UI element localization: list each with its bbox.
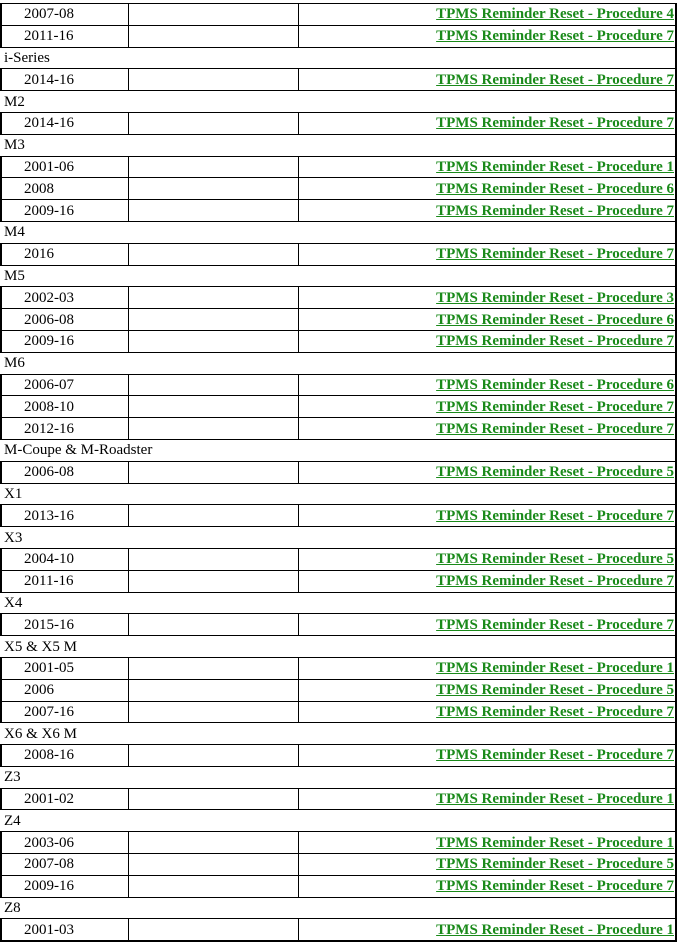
model-header-row [1,766,676,788]
procedure-link[interactable]: TPMS Reminder Reset - Procedure 7 [436,246,674,263]
procedure-cell [298,614,676,636]
procedure-link[interactable]: TPMS Reminder Reset - Procedure 7 [436,420,674,437]
empty-cell [128,701,298,723]
empty-cell [128,832,298,854]
table-row [1,200,676,222]
procedure-cell [298,505,676,527]
empty-cell [128,461,298,483]
procedure-link[interactable]: TPMS Reminder Reset - Procedure 5 [436,856,674,873]
model-header-row [1,527,676,549]
table-row [1,745,676,767]
model-header-row [1,221,676,243]
empty-cell [128,396,298,418]
table-row [1,919,676,941]
table-row [1,832,676,854]
procedure-link[interactable]: TPMS Reminder Reset - Procedure 7 [436,616,674,633]
empty-cell [128,200,298,222]
empty-cell [128,287,298,309]
year-range: 2006-08 [1,309,128,331]
procedure-cell [298,287,676,309]
year-range: 2015-16 [1,614,128,636]
table-row [1,701,676,723]
procedure-link[interactable]: TPMS Reminder Reset - Procedure 1 [436,660,674,677]
procedure-cell [298,396,676,418]
empty-cell [128,69,298,91]
year-range: 2008-16 [1,745,128,767]
procedure-cell [298,330,676,352]
model-header-row [1,91,676,113]
year-range: 2001-02 [1,788,128,810]
model-header-row [1,47,676,69]
empty-cell [128,788,298,810]
table-row [1,156,676,178]
table-row [1,112,676,134]
procedure-link[interactable]: TPMS Reminder Reset - Procedure 7 [436,71,674,88]
year-range: 2001-06 [1,156,128,178]
year-range: 2006-07 [1,374,128,396]
table-row [1,4,676,26]
model-header-row [1,134,676,156]
empty-cell [128,548,298,570]
model-name: M6 [1,352,676,374]
procedure-link[interactable]: TPMS Reminder Reset - Procedure 1 [436,834,674,851]
empty-cell [128,657,298,679]
procedure-link[interactable]: TPMS Reminder Reset - Procedure 7 [436,398,674,415]
procedure-cell [298,69,676,91]
procedure-link[interactable]: TPMS Reminder Reset - Procedure 4 [436,6,674,23]
model-name: X1 [1,483,676,505]
model-name: Z8 [1,897,676,919]
year-range: 2007-16 [1,701,128,723]
empty-cell [128,4,298,26]
procedure-cell [298,788,676,810]
year-range: 2006-08 [1,461,128,483]
year-range: 2008-10 [1,396,128,418]
procedure-link[interactable]: TPMS Reminder Reset - Procedure 7 [436,333,674,350]
model-header-row [1,483,676,505]
table-row [1,418,676,440]
procedure-link[interactable]: TPMS Reminder Reset - Procedure 7 [436,878,674,895]
procedure-link[interactable]: TPMS Reminder Reset - Procedure 6 [436,311,674,328]
model-name: M2 [1,91,676,113]
empty-cell [128,418,298,440]
procedure-cell [298,112,676,134]
empty-cell [128,112,298,134]
procedure-link[interactable]: TPMS Reminder Reset - Procedure 7 [436,747,674,764]
model-name: X4 [1,592,676,614]
model-header-row [1,439,676,461]
table-row [1,25,676,47]
table-row [1,396,676,418]
procedure-cell [298,548,676,570]
tpms-procedure-table [0,3,677,942]
table-row [1,854,676,876]
procedure-link[interactable]: TPMS Reminder Reset - Procedure 7 [436,202,674,219]
procedure-cell [298,243,676,265]
procedure-link[interactable]: TPMS Reminder Reset - Procedure 7 [436,573,674,590]
tpms-table-body [1,4,676,942]
empty-cell [128,614,298,636]
procedure-link[interactable]: TPMS Reminder Reset - Procedure 1 [436,921,674,938]
year-range: 2011-16 [1,25,128,47]
model-name: X6 & X6 M [1,723,676,745]
procedure-link[interactable]: TPMS Reminder Reset - Procedure 3 [436,289,674,306]
model-name: X3 [1,527,676,549]
year-range: 2014-16 [1,112,128,134]
model-name: M5 [1,265,676,287]
year-range: 2013-16 [1,505,128,527]
procedure-cell [298,657,676,679]
model-name: M4 [1,221,676,243]
empty-cell [128,309,298,331]
year-range: 2001-03 [1,919,128,941]
year-range: 2007-08 [1,854,128,876]
model-header-row [1,352,676,374]
procedure-cell [298,309,676,331]
procedure-cell [298,745,676,767]
model-name: Z4 [1,810,676,832]
model-header-row [1,265,676,287]
model-name: M-Coupe & M-Roadster [1,439,676,461]
empty-cell [128,570,298,592]
procedure-link[interactable]: TPMS Reminder Reset - Procedure 1 [436,791,674,808]
procedure-link[interactable]: TPMS Reminder Reset - Procedure 7 [436,507,674,524]
procedure-link[interactable]: TPMS Reminder Reset - Procedure 7 [436,28,674,45]
procedure-cell [298,418,676,440]
table-row [1,505,676,527]
table-row [1,243,676,265]
procedure-cell [298,178,676,200]
procedure-cell [298,570,676,592]
year-range: 2011-16 [1,570,128,592]
year-range: 2004-10 [1,548,128,570]
empty-cell [128,156,298,178]
procedure-cell [298,156,676,178]
empty-cell [128,679,298,701]
year-range: 2014-16 [1,69,128,91]
empty-cell [128,243,298,265]
model-header-row [1,897,676,919]
empty-cell [128,178,298,200]
empty-cell [128,330,298,352]
empty-cell [128,374,298,396]
model-name: X5 & X5 M [1,636,676,658]
table-row [1,679,676,701]
table-row [1,178,676,200]
year-range: 2008 [1,178,128,200]
empty-cell [128,875,298,897]
year-range: 2002-03 [1,287,128,309]
procedure-cell [298,200,676,222]
model-header-row [1,636,676,658]
procedure-cell [298,854,676,876]
procedure-cell [298,679,676,701]
model-name: i-Series [1,47,676,69]
model-name: M3 [1,134,676,156]
table-row [1,69,676,91]
year-range: 2016 [1,243,128,265]
procedure-cell [298,701,676,723]
table-row [1,875,676,897]
table-row [1,287,676,309]
procedure-cell [298,875,676,897]
year-range: 2009-16 [1,330,128,352]
year-range: 2012-16 [1,418,128,440]
table-row [1,614,676,636]
procedure-cell [298,461,676,483]
empty-cell [128,854,298,876]
year-range: 2009-16 [1,875,128,897]
year-range: 2006 [1,679,128,701]
procedure-link[interactable]: TPMS Reminder Reset - Procedure 5 [436,682,674,699]
procedure-link[interactable]: TPMS Reminder Reset - Procedure 6 [436,376,674,393]
table-row [1,570,676,592]
procedure-link[interactable]: TPMS Reminder Reset - Procedure 7 [436,115,674,132]
empty-cell [128,25,298,47]
procedure-link[interactable]: TPMS Reminder Reset - Procedure 7 [436,703,674,720]
empty-cell [128,919,298,941]
procedure-link[interactable]: TPMS Reminder Reset - Procedure 1 [436,158,674,175]
table-row [1,548,676,570]
model-header-row [1,810,676,832]
procedure-cell [298,374,676,396]
table-row [1,309,676,331]
model-name: Z3 [1,766,676,788]
table-row [1,330,676,352]
table-row [1,788,676,810]
table-row [1,461,676,483]
procedure-cell [298,25,676,47]
model-header-row [1,592,676,614]
year-range: 2003-06 [1,832,128,854]
empty-cell [128,505,298,527]
year-range: 2009-16 [1,200,128,222]
table-row [1,374,676,396]
table-row [1,657,676,679]
procedure-link[interactable]: TPMS Reminder Reset - Procedure 5 [436,551,674,568]
empty-cell [128,745,298,767]
procedure-cell [298,919,676,941]
procedure-cell [298,4,676,26]
model-header-row [1,723,676,745]
procedure-cell [298,832,676,854]
procedure-link[interactable]: TPMS Reminder Reset - Procedure 5 [436,464,674,481]
procedure-link[interactable]: TPMS Reminder Reset - Procedure 6 [436,180,674,197]
year-range: 2001-05 [1,657,128,679]
year-range: 2007-08 [1,4,128,26]
